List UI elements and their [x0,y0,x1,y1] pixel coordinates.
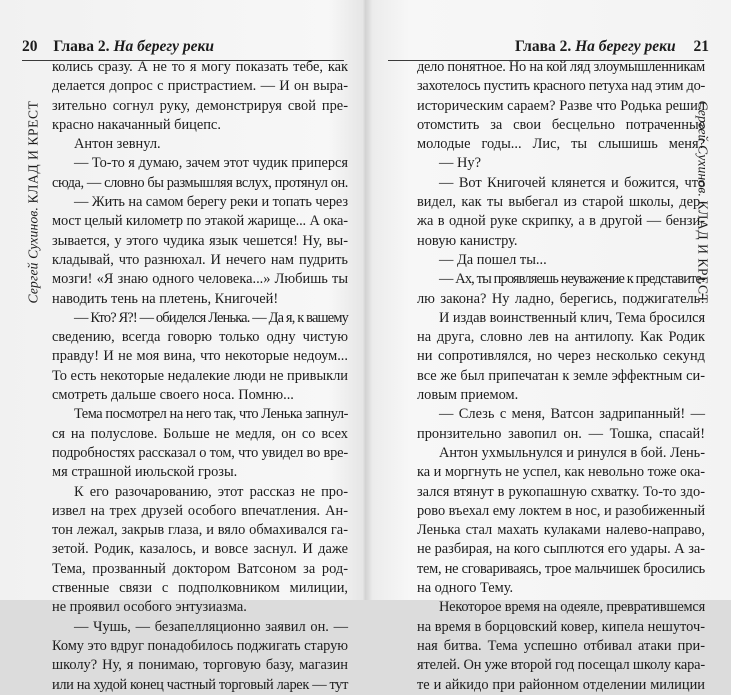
text-line: Антон зевнул. [74,136,161,153]
text-line: пронзительно завопил он. — Тошка, спасай! [417,425,705,442]
side-author: Сергей Сухинов. [25,206,40,304]
text-line: молодые годы... Лис, ты слышишь меня? [417,136,705,153]
chapter-label: Глава 2. [515,38,572,55]
text-line: ся на полуслове. Больше не медля, он со всех [52,425,348,442]
text-line: зывается, у этого чудика язык чешется! Ну, вы- [52,232,348,249]
text-line: Ленька стал махать кулаками налево-направо, [417,522,705,539]
text-line: Некоторое время на одеяле, превратившемся [439,599,705,616]
page-number: 20 [22,38,38,55]
text-line: — Да пошел ты... [439,251,547,268]
text-line: на одного Тему. [417,580,514,597]
text-line: делается допрос с пристрастием. — И он выра- [52,78,348,95]
text-line: захотелось пустить красного петуха над этим до- [417,78,705,95]
text-line: зался втянут в рукопашную схватку. То-то здо- [417,483,705,500]
text-line: те и айкидо при районном отделении милиции [417,676,705,693]
text-line: ка и моргнуть не успел, как невольно тоже ока- [417,464,705,481]
text-line: отомстить за свои бесцельно потраченные [417,116,705,133]
text-line: зительно согнул руку, демонстрируя свой пре- [52,97,348,114]
page-number: 21 [693,38,709,55]
text-line: — Ах, ты проявляешь неуважение к представите- [439,271,705,288]
text-line: ная битва. Тема успешно отбивал атаки при- [417,637,705,654]
text-line: К его разочарованию, этот рассказ не про- [74,483,348,500]
text-line: тем, не сговариваясь, трое мальчишек бросились [417,560,705,577]
text-line: сюда, — словно бы размышляя вслух, протянул он. [52,174,348,191]
side-author: Сергей Сухинов. [695,100,710,198]
chapter-label: Глава 2. [53,38,110,55]
text-line: Антон ухмыльнулся и ринулся в бой. Лень- [439,444,705,461]
text-line: колись сразу. А не то я могу показать тебе, как [52,59,348,75]
text-line: мя страшной июльской грозы. [52,464,238,481]
text-line: — Слезь с меня, Ватсон задрипанный! — [439,406,705,423]
text-line: ятелей. Он уже второй год посещал школу кара- [417,657,705,674]
text-line: тон лежал, закрыв глаза, и вяло обмахивался га- [52,522,348,539]
text-line: — Чушь, — безапелляционно заявил он. — [74,618,348,635]
text-line: историческим сараем? Разве что Родька решил [417,97,705,114]
text-line: не проявил особого энтузиазма. [52,599,247,616]
left-page [0,0,366,693]
side-book-title: КЛАД И КРЕСТ [695,200,710,304]
chapter-title: На берегу реки [575,38,676,55]
text-line: ни сопротивлялся, но через несколько секунд [417,348,705,365]
text-line: сведению, всегда говорю только одну чистую [52,329,348,346]
text-line: или на худой конец частный торговый ларек — тут [52,676,348,693]
text-line: ственные связи с подполковником милиции, [52,580,348,597]
text-line: То есть некоторые недалекие люди не привыкли [52,367,348,384]
text-line: ловым приемом. [417,387,519,404]
text-line: смотреть дальше своего носа. Помню... [52,387,294,404]
side-running-title [22,62,44,342]
text-line: Тема посмотрел на него так, что Ленька запнул- [74,406,348,423]
text-line: Тема, прозванный доктором Ватсоном за род- [52,560,348,577]
text-line: дело понятное. Но на кой ляд злоумышленникам [417,59,705,75]
text-line: все же был припечатан к земле эффектным си- [417,367,705,384]
text-line: Кому это вдруг понадобилось поджигать старую [52,637,348,654]
text-line: лю закона? Ну ладно, берегись, поджигатель! [417,290,705,307]
text-line: — Ну? [439,155,481,172]
text-line: — Кто? Я?! — обиделся Ленька. — Да я, к вашему [74,309,348,326]
text-line: жа в одной руке скрипку, а в другой — бензи- [417,213,705,230]
text-line: школу? Ну, я понимаю, торговую базу, магазин [52,657,348,674]
text-line: — То-то я думаю, зачем этот чудик приперся [74,155,348,172]
right-page-header [515,38,709,56]
text-line: видел, как ты выбегал из старой школы, дер- [417,194,705,211]
text-line: новую канистру. [417,232,518,249]
page-text [52,58,348,695]
text-line: наводить тень на плетень, Книгочей! [52,290,279,307]
text-line: правду! И не моя вина, что некоторые недоум... [52,348,348,365]
text-line: на друга, словно лев на антилопу. Как Родик [417,329,705,346]
text-line: не разбирая, на кого сыплются его удары. А за- [417,541,705,558]
text-line: извел на трех друзей особого впечатления. Ан- [52,502,348,519]
text-line: — Вот Книгочей клянется и божится, что [439,174,705,191]
text-line: мост целый километр по этакой жарище... А ока- [52,213,348,230]
text-line: красно накачанный бицепс. [52,116,221,133]
text-line: рово въехал ему локтем в нос, и разобиженный [417,502,705,519]
text-line: подробностях рассказал о том, что увидел во вре- [52,444,348,461]
text-line: И издав воинственный клич, Тема бросился [439,309,705,326]
text-line: мозги! «Я знаю одного человека...» Любишь ты [52,271,348,288]
text-line: — Жить на самом берегу реки и топать через [74,194,348,211]
right-page [366,0,731,693]
text-line: зетой. Родик, казалось, и вовсе заснул. И даже [52,541,348,558]
text-line: кладывай, что разнюхал. И нечего нам пудрить [52,251,348,268]
text-line: на время в борцовский ковер, кипела нешуточ- [417,618,705,635]
page-text [417,58,705,695]
left-page-header [22,38,214,56]
chapter-title: На берегу реки [113,38,214,55]
side-book-title: КЛАД И КРЕСТ [25,100,40,204]
